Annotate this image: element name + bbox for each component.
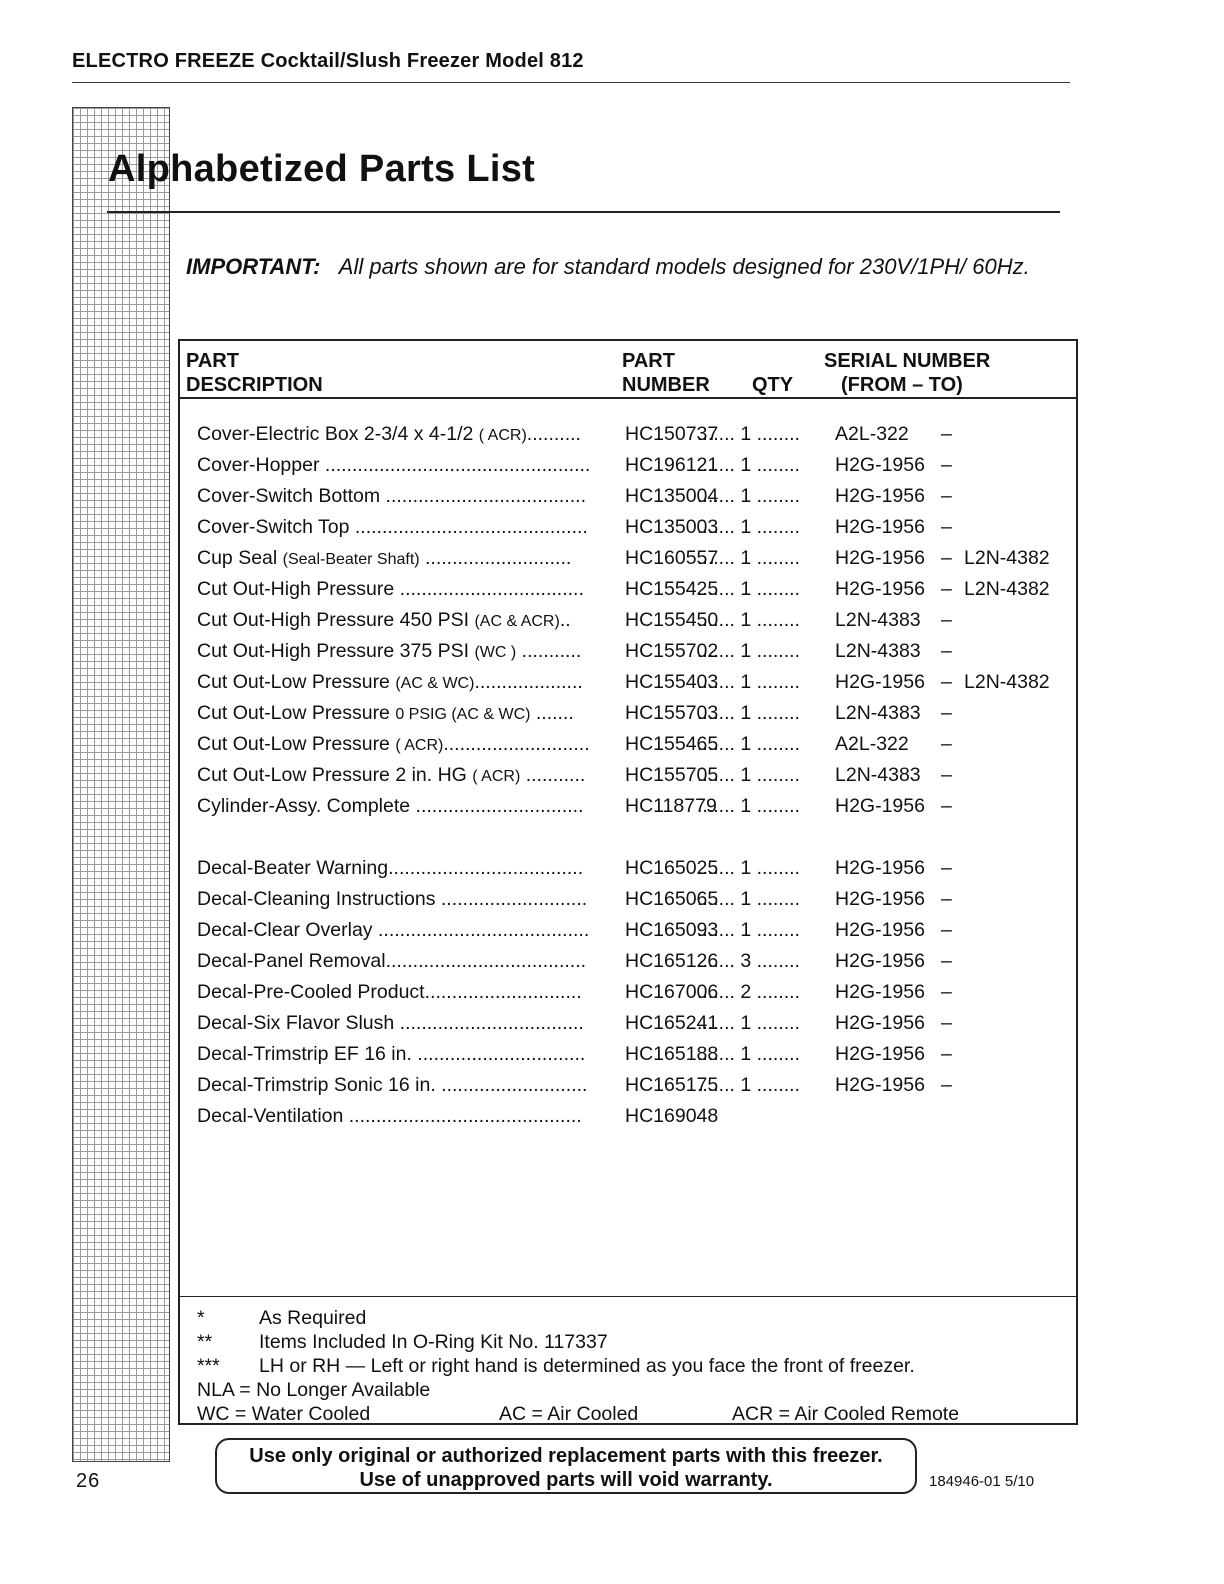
part-number: HC155465: [625, 733, 719, 755]
note-text: LH or RH — Left or right hand is determined as you face the front of freezer.: [259, 1355, 915, 1377]
part-name: Decal-Ventilation: [197, 1105, 344, 1127]
part-note: (WC ): [474, 644, 517, 661]
serial-from: L2N-4383: [835, 764, 921, 786]
serial-from: H2G-1956: [835, 950, 925, 972]
leader-dots: .............................: [424, 981, 582, 1003]
serial-to: L2N-4382: [964, 578, 1050, 600]
part-name: Cut Out-Low Pressure 2 in. HG: [197, 764, 467, 786]
part-name: Cover-Hopper: [197, 454, 320, 476]
part-name: Cut Out-High Pressure 450 PSI: [197, 609, 470, 631]
serial-dash: –: [941, 795, 952, 817]
header-part-number: [622, 349, 710, 397]
part-name: Cup Seal: [197, 547, 278, 569]
part-description: [197, 764, 585, 787]
part-note: (AC & WC): [395, 675, 475, 692]
quantity: ....... 1 ........: [697, 547, 800, 569]
quantity: ....... 1 ........: [697, 1074, 800, 1096]
leader-dots: .......: [530, 702, 574, 724]
leader-dots: .....................................: [385, 950, 587, 972]
part-name: Decal-Cleaning Instructions: [197, 888, 436, 910]
serial-from: H2G-1956: [835, 1074, 925, 1096]
serial-dash: –: [941, 485, 952, 507]
serial-from: L2N-4383: [835, 609, 921, 631]
quantity: ....... 1 ........: [697, 919, 800, 941]
header-divider: [72, 82, 1070, 83]
part-name: Decal-Trimstrip Sonic 16 in.: [197, 1074, 436, 1096]
quantity: ....... 1 ........: [697, 454, 800, 476]
serial-dash: –: [941, 1043, 952, 1065]
part-note: ( ACR): [472, 768, 521, 785]
part-note: ( ACR): [478, 427, 527, 444]
part-number: HC165126: [625, 950, 719, 972]
serial-from: H2G-1956: [835, 981, 925, 1003]
part-description: [197, 795, 584, 818]
quantity: ....... 2 ........: [697, 981, 800, 1003]
part-description: [197, 888, 587, 911]
part-number: HC155403: [625, 671, 719, 693]
part-number: HC135003: [625, 516, 719, 538]
serial-from: H2G-1956: [835, 578, 925, 600]
serial-dash: –: [941, 516, 952, 538]
part-description: [197, 578, 584, 601]
page-title: Alphabetized Parts List: [108, 148, 536, 190]
serial-from: H2G-1956: [835, 1043, 925, 1065]
table-footer-divider: [180, 1296, 1076, 1297]
part-number: HC196121: [625, 454, 719, 476]
serial-dash: –: [941, 919, 952, 941]
part-number: HC167006: [625, 981, 719, 1003]
part-name: Cut Out-Low Pressure: [197, 671, 390, 693]
table-header-divider: [180, 397, 1076, 399]
part-note: (Seal-Beater Shaft): [282, 551, 420, 568]
serial-from: H2G-1956: [835, 547, 925, 569]
document-code: 184946-01 5/10: [929, 1473, 1035, 1490]
part-description: [197, 733, 590, 756]
note-text: As Required: [259, 1307, 367, 1329]
part-description: [197, 485, 586, 508]
serial-dash: –: [941, 733, 952, 755]
serial-from: L2N-4383: [835, 640, 921, 662]
serial-from: H2G-1956: [835, 888, 925, 910]
part-description: [197, 1105, 582, 1128]
part-description: [197, 950, 586, 973]
important-label: IMPORTANT:: [186, 254, 321, 279]
serial-dash: –: [941, 764, 952, 786]
part-name: Decal-Clear Overlay: [197, 919, 373, 941]
note-nla-text: NLA = No Longer Available: [197, 1379, 431, 1401]
leader-dots: ...........: [516, 640, 582, 662]
serial-from: H2G-1956: [835, 516, 925, 538]
serial-dash: –: [941, 1012, 952, 1034]
part-description: [197, 671, 583, 694]
part-note: (AC & ACR): [474, 613, 560, 630]
serial-from: H2G-1956: [835, 1012, 925, 1034]
quantity: ....... 1 ........: [697, 485, 800, 507]
part-number: HC150737: [625, 423, 719, 445]
part-number: HC165093: [625, 919, 719, 941]
warning-line-1: Use only original or authorized replacement parts with this freezer.: [249, 1445, 883, 1467]
part-number: HC155450: [625, 609, 719, 631]
serial-dash: –: [941, 609, 952, 631]
part-number: HC165025: [625, 857, 719, 879]
leader-dots: ...............................: [410, 795, 584, 817]
quantity: ....... 3 ........: [697, 950, 800, 972]
part-description: [197, 1012, 584, 1035]
part-description: [197, 640, 581, 663]
leader-dots: ....................................: [388, 857, 584, 879]
serial-from: A2L-322: [835, 733, 909, 755]
part-description: [197, 609, 571, 632]
serial-dash: –: [941, 423, 952, 445]
header-serial-label-2: (FROM – TO): [841, 374, 963, 396]
leader-dots: .....................................: [380, 485, 587, 507]
important-notice: [186, 255, 1056, 279]
part-number: HC160557: [625, 547, 719, 569]
part-number: HC118779: [625, 795, 717, 817]
part-description: [197, 423, 581, 446]
part-note: 0 PSIG (AC & WC): [395, 706, 531, 723]
header-qty: QTY: [752, 374, 794, 396]
parts-table: [178, 339, 1078, 1425]
serial-dash: –: [941, 950, 952, 972]
serial-dash: –: [941, 888, 952, 910]
part-name: Decal-Pre-Cooled Product: [197, 981, 425, 1003]
serial-from: A2L-322: [835, 423, 909, 445]
note-text: Items Included In O-Ring Kit No. 117337: [259, 1331, 608, 1353]
title-divider: [107, 211, 1060, 213]
quantity: ....... 1 ........: [697, 671, 800, 693]
part-name: Decal-Six Flavor Slush: [197, 1012, 395, 1034]
leader-dots: ...........................: [435, 888, 588, 910]
quantity: ....... 1 ........: [697, 640, 800, 662]
leader-dots: ..: [559, 609, 571, 631]
abbrev-acr: ACR = Air Cooled Remote: [732, 1403, 960, 1425]
part-number: HC165065: [625, 888, 719, 910]
part-name: Cover-Switch Top: [197, 516, 350, 538]
serial-to: L2N-4382: [964, 547, 1050, 569]
quantity: ....... 1 ........: [697, 702, 800, 724]
note-symbol: ***: [197, 1355, 220, 1377]
header-part-number-label-1: PART: [622, 350, 675, 372]
part-name: Cover-Switch Bottom: [197, 485, 381, 507]
quantity: ....... 1 ........: [697, 888, 800, 910]
serial-dash: –: [941, 857, 952, 879]
quantity: ....... 1 ........: [697, 609, 800, 631]
part-description: [197, 857, 583, 880]
leader-dots: ...........................: [443, 733, 590, 755]
serial-dash: –: [941, 454, 952, 476]
header-part-label: PART: [186, 350, 239, 372]
part-name: Cut Out-High Pressure: [197, 578, 395, 600]
part-number: HC155705: [625, 764, 719, 786]
part-number: HC165241: [625, 1012, 719, 1034]
leader-dots: ..................................: [394, 578, 584, 600]
leader-dots: .......................................: [372, 919, 590, 941]
leader-dots: ..........: [526, 423, 581, 445]
serial-from: H2G-1956: [835, 671, 925, 693]
part-name: Cover-Electric Box 2-3/4 x 4-1/2: [197, 423, 474, 445]
header-part-number-label-2: NUMBER: [622, 374, 710, 396]
warning-line-2: Use of unapproved parts will void warranty.: [359, 1469, 773, 1491]
abbrev-wc: WC = Water Cooled: [197, 1403, 371, 1425]
page-number: 26: [76, 1470, 101, 1492]
leader-dots: ...........................: [435, 1074, 588, 1096]
part-description: [197, 547, 571, 570]
part-name: Decal-Trimstrip EF 16 in.: [197, 1043, 412, 1065]
part-number: HC135004: [625, 485, 719, 507]
warranty-warning-box: [215, 1438, 917, 1494]
serial-from: H2G-1956: [835, 857, 925, 879]
header-serial-number: [824, 349, 990, 397]
part-number: HC155702: [625, 640, 719, 662]
part-name: Cut Out-Low Pressure: [197, 733, 390, 755]
serial-from: H2G-1956: [835, 795, 925, 817]
serial-from: H2G-1956: [835, 485, 925, 507]
serial-dash: –: [941, 547, 952, 569]
leader-dots: ...............................: [411, 1043, 586, 1065]
abbrev-ac: AC = Air Cooled: [499, 1403, 639, 1425]
important-text: All parts shown are for standard models designed for 230V/1PH/ 60Hz.: [338, 254, 1030, 279]
part-description: [197, 981, 582, 1004]
quantity: ....... 1 ........: [697, 516, 800, 538]
leader-dots: ..................................: [394, 1012, 584, 1034]
part-name: Cut Out-High Pressure 375 PSI: [197, 640, 470, 662]
serial-dash: –: [941, 702, 952, 724]
quantity: ....... 1 ........: [697, 1043, 800, 1065]
leader-dots: ...........: [520, 764, 586, 786]
serial-dash: –: [941, 981, 952, 1003]
quantity: ....... 1 ........: [697, 764, 800, 786]
part-description: [197, 516, 588, 539]
part-number: HC165188: [625, 1043, 719, 1065]
part-note: ( ACR): [395, 737, 444, 754]
serial-dash: –: [941, 1074, 952, 1096]
grid-margin-strip: [72, 107, 170, 1462]
part-number: HC155703: [625, 702, 719, 724]
header-serial-label-1: SERIAL NUMBER: [824, 350, 991, 372]
part-number: HC155425: [625, 578, 719, 600]
note-symbol: **: [197, 1331, 213, 1353]
serial-from: H2G-1956: [835, 919, 925, 941]
quantity: ....... 1 ........: [697, 1012, 800, 1034]
quantity: ....... 1 ........: [697, 857, 800, 879]
quantity: ....... 1 ........: [697, 795, 800, 817]
serial-dash: –: [941, 578, 952, 600]
part-description: [197, 1074, 587, 1097]
quantity: ....... 1 ........: [697, 423, 800, 445]
part-name: Cut Out-Low Pressure: [197, 702, 396, 724]
serial-dash: –: [941, 640, 952, 662]
document-header: ELECTRO FREEZE Cocktail/Slush Freezer Model 812: [72, 50, 584, 72]
serial-to: L2N-4382: [964, 671, 1050, 693]
quantity: ....... 1 ........: [697, 578, 800, 600]
leader-dots: ....................: [474, 671, 583, 693]
quantity: ....... 1 ........: [697, 733, 800, 755]
leader-dots: .................................................: [319, 454, 591, 476]
serial-dash: –: [941, 671, 952, 693]
part-description: [197, 919, 589, 942]
part-description: [197, 1043, 585, 1066]
part-description: [197, 454, 590, 477]
part-name: Decal-Panel Removal: [197, 950, 386, 972]
leader-dots: ...........................: [419, 547, 572, 569]
serial-from: H2G-1956: [835, 454, 925, 476]
part-description: [197, 702, 574, 725]
part-number: HC169048: [625, 1105, 719, 1127]
header-part-description: [186, 349, 323, 397]
serial-from: L2N-4383: [835, 702, 921, 724]
part-number: HC165175: [625, 1074, 719, 1096]
part-name: Cylinder-Assy. Complete: [197, 795, 411, 817]
note-symbol: *: [197, 1307, 205, 1329]
part-name: Decal-Beater Warning: [197, 857, 389, 879]
header-description-label: DESCRIPTION: [186, 374, 323, 396]
leader-dots: ...........................................: [349, 516, 588, 538]
leader-dots: ...........................................: [343, 1105, 582, 1127]
